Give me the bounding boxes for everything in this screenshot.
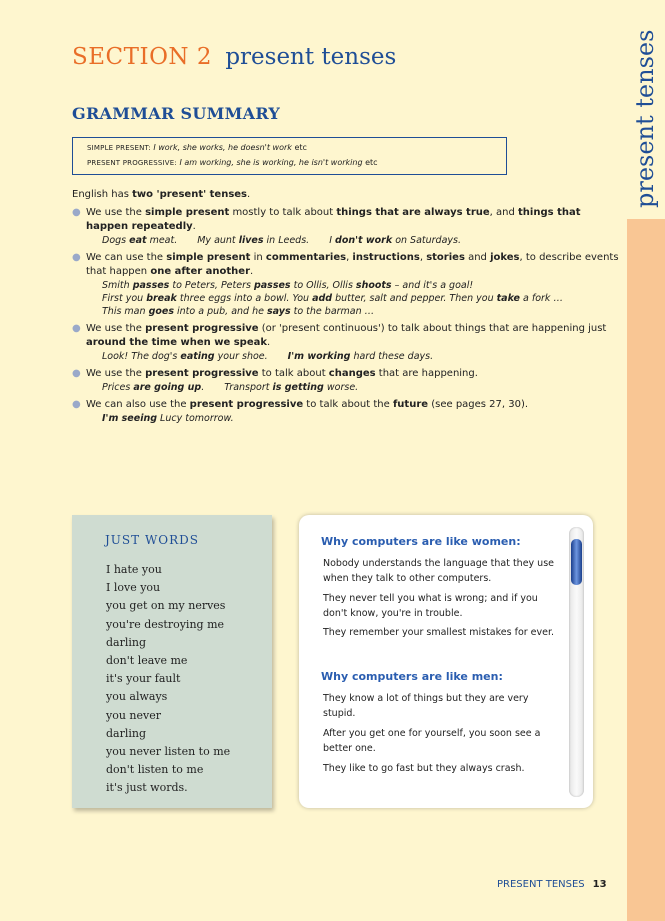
text: Smith (102, 280, 133, 291)
text: . (267, 337, 271, 348)
rule-bullet (72, 398, 622, 412)
text: and (464, 252, 491, 263)
text: We use the (86, 323, 146, 334)
grammar-summary-box (72, 137, 507, 175)
bold-text: things that happen repeatedly (86, 207, 581, 232)
bold-text: changes (328, 368, 376, 379)
text: in (250, 252, 266, 263)
summary-line-present-progressive (87, 158, 378, 167)
bold-text: simple present (145, 207, 230, 218)
poem-line: you get on my nerves (106, 599, 226, 613)
bold-text: don't work (335, 235, 393, 246)
text: , (346, 252, 353, 263)
bold-text: around the time when we speak (86, 337, 268, 348)
text: (see pages 27, 30). (428, 399, 529, 410)
bold-text: are going up (133, 382, 202, 393)
bold-text: I'm working (287, 351, 351, 362)
example-line (72, 292, 622, 305)
side-tab-block (627, 219, 665, 921)
bold-text: future (392, 399, 429, 410)
text: that are happening. (375, 368, 478, 379)
bold-text: present progressive (145, 323, 259, 334)
summary-label: PRESENT PROGRESSIVE: (87, 159, 177, 167)
text: into a pub, and he (174, 306, 267, 317)
text: (or 'present continuous') to talk about things that are happening just (258, 323, 607, 334)
men-point: They know a lot of things but they are very stupid. (323, 693, 529, 719)
bold-text: stories (426, 252, 465, 263)
text: Look! The dog's (102, 351, 181, 362)
rule-bullet (72, 367, 622, 381)
text: to talk about (258, 368, 329, 379)
women-point: They remember your smallest mistakes for ever. (323, 627, 555, 638)
poem-line: you're destroying me (106, 617, 225, 631)
text: meat. (146, 235, 178, 246)
text: We can use the (86, 252, 167, 263)
example-line (72, 412, 622, 425)
men-point: They like to go fast but they always crash. (323, 763, 525, 774)
bold-text: present progressive (145, 368, 259, 379)
bold-text: jokes (490, 252, 520, 263)
poem-line: don't listen to me (106, 763, 204, 777)
summary-examples: I am working, she is working, he isn't working (179, 158, 363, 167)
bold-text: shoots (355, 280, 392, 291)
text: three eggs into a bowl. You (176, 293, 313, 304)
example-line (72, 279, 622, 292)
poem-line: don't leave me (106, 654, 188, 668)
text: . (247, 189, 251, 200)
just-words-title: JUST WORDS (105, 533, 200, 547)
example-line (72, 234, 622, 247)
text: We use the (86, 368, 146, 379)
example-line (72, 305, 622, 318)
text: , (419, 252, 427, 263)
bold-text: two 'present' tenses (132, 189, 248, 200)
text: Lucy tomorrow. (157, 413, 234, 424)
bold-text: goes (148, 306, 174, 317)
summary-label: SIMPLE PRESENT: (87, 144, 151, 152)
bold-text: eating (180, 351, 215, 362)
text: We can also use the (86, 399, 190, 410)
bold-text: passes (132, 280, 170, 291)
poem-line: you never (106, 708, 161, 722)
text: hard these days. (350, 351, 434, 362)
bold-text: commentaries (265, 252, 347, 263)
text: . (192, 221, 196, 232)
computers-joke-panel (299, 515, 593, 808)
text: butter, salt and pepper. Then you (332, 293, 497, 304)
bold-text: says (266, 306, 291, 317)
bold-text: lives (238, 235, 264, 246)
women-point: Nobody understands the language that they use when they talk to other computers. (323, 558, 554, 584)
grammar-summary-heading: GRAMMAR SUMMARY (72, 104, 281, 123)
summary-suffix: etc (365, 158, 378, 167)
text: to talk about the (303, 399, 393, 410)
page-footer (497, 879, 607, 890)
poem-line: it's your fault (106, 672, 181, 686)
text: Prices (102, 382, 134, 393)
text: to the barman … (290, 306, 375, 317)
poem-line: I hate you (106, 563, 162, 576)
text: This man (102, 306, 149, 317)
poem-line: I love you (106, 581, 161, 595)
section-name: present tenses (225, 44, 397, 70)
bold-text: one after another (150, 266, 251, 277)
bold-text: break (146, 293, 177, 304)
footer-label: PRESENT TENSES (497, 879, 585, 890)
section-number: SECTION 2 (72, 44, 212, 70)
text: to Peters, Peters (169, 280, 254, 291)
intro-paragraph (72, 188, 622, 202)
text: , and (489, 207, 519, 218)
bold-text: passes (253, 280, 291, 291)
rule-bullet (72, 206, 622, 234)
summary-line-simple-present (87, 143, 307, 152)
page-number: 13 (592, 879, 607, 890)
text: We use the (86, 207, 146, 218)
section-title (72, 44, 396, 70)
text: Dogs (102, 235, 130, 246)
example-line (72, 381, 622, 394)
text: a fork … (520, 293, 563, 304)
text: . (250, 266, 254, 277)
bullet-dot: ● (72, 368, 81, 379)
women-point: They never tell you what is wrong; and if you don't know, you're in trouble. (323, 593, 538, 619)
men-heading: Why computers are like men: (321, 670, 503, 683)
bold-text: add (312, 293, 333, 304)
bold-text: take (496, 293, 520, 304)
text: I (329, 235, 336, 246)
bullet-dot: ● (72, 399, 81, 410)
poem-line: darling (106, 726, 147, 740)
side-tab-label: present tenses (631, 29, 659, 208)
grammar-body (72, 188, 622, 425)
bullet-dot: ● (72, 207, 81, 218)
bold-text: instructions (352, 252, 420, 263)
summary-examples: I work, she works, he doesn't work (153, 143, 292, 152)
bold-text: simple present (166, 252, 251, 263)
text: your shoe. (214, 351, 268, 362)
poem-line: you never listen to me (106, 745, 231, 759)
text: First you (102, 293, 147, 304)
just-words-list (106, 561, 230, 798)
bold-text: eat (129, 235, 147, 246)
text: on Saturdays. (392, 235, 461, 246)
text: , to describe events that happen (86, 252, 619, 277)
text: worse. (323, 382, 359, 393)
text: My aunt (197, 235, 239, 246)
text: . (201, 382, 205, 393)
just-words-box (72, 515, 272, 808)
men-point: After you get one for yourself, you soon see a better one. (323, 728, 541, 754)
scrollbar-thumb[interactable] (571, 539, 582, 585)
text: mostly to talk about (229, 207, 337, 218)
text: to Ollis, Ollis (290, 280, 356, 291)
text: in Leeds. (263, 235, 310, 246)
bold-text: things that are always true (336, 207, 490, 218)
example-line (72, 350, 622, 363)
text: Transport (224, 382, 273, 393)
bold-text: is getting (272, 382, 324, 393)
poem-line: darling (106, 635, 147, 649)
text: English has (72, 189, 133, 200)
bullet-dot: ● (72, 323, 81, 334)
bullet-dot: ● (72, 252, 81, 263)
bold-text: present progressive (189, 399, 304, 410)
summary-suffix: etc (294, 143, 307, 152)
bold-text: I'm seeing (102, 413, 158, 424)
women-heading: Why computers are like women: (321, 535, 521, 548)
poem-line: it's just words. (106, 781, 188, 795)
rule-bullet (72, 322, 622, 350)
poem-line: you always (106, 690, 168, 704)
panel-scrollbar[interactable] (569, 527, 584, 797)
rule-bullet (72, 251, 622, 279)
text: – and it's a goal! (391, 280, 474, 291)
